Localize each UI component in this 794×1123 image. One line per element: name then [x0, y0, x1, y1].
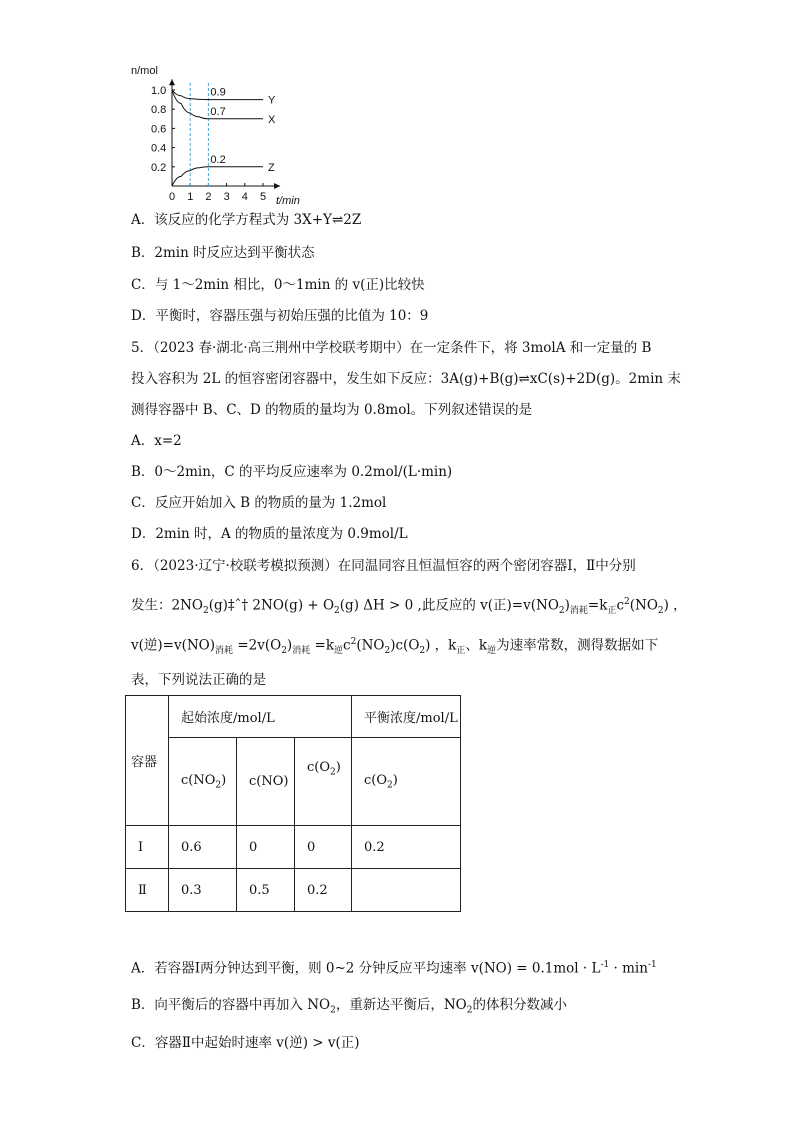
series-name-z: Z — [268, 161, 275, 174]
q6-stem-line2: 发生：$2NO_2(g)\ddagger ˆ\dagger$ $2NO(g) + O_2(g) \Delta H > 0$ ,此反应的 v(正)$=v(NO_2)_{消耗}=k_正c^2(NO_2)$ ， — [131, 597, 687, 617]
q5-option-c: C．反应开始加入 B 的物质的量为 1.2mol — [131, 495, 387, 511]
series-name-x: X — [268, 113, 276, 126]
table-cell: 0.2 — [352, 826, 461, 869]
header-c-o2: $c(O_2)$ — [295, 738, 352, 826]
x-tick-label: 2 — [205, 191, 212, 203]
q5-option-a: A．x=2 — [131, 433, 182, 449]
y-axis-label: n/mol — [131, 65, 158, 77]
x-axis-label: t/min — [276, 195, 300, 207]
data-table — [125, 695, 461, 912]
header-equilibrium: 平衡浓度/mol/L — [352, 696, 461, 738]
y-tick-label: 0.2 — [151, 161, 167, 174]
q5-stem-line1: 5．（2023 春·湖北·高三荆州中学校联考期中）在一定条件下，将 3molA 和一定量的 B — [131, 340, 652, 356]
series-name-y: Y — [268, 94, 276, 107]
header-c-o2-equilibrium: $c(O_2)$ — [352, 738, 461, 826]
series-value-label-x: 0.7 — [210, 105, 226, 118]
table-cell — [352, 869, 461, 912]
table-row — [126, 869, 461, 912]
x-tick-label: 5 — [260, 191, 267, 203]
header-container: 容器 — [126, 696, 169, 826]
table-cell: 0 — [295, 826, 352, 869]
row-label: Ⅰ — [126, 826, 169, 869]
table-cell: 0.3 — [169, 869, 237, 912]
x-tick-label: 1 — [187, 191, 194, 203]
q6-stem-line4: 表，下列说法正确的是 — [131, 672, 266, 688]
row-label: Ⅱ — [126, 869, 169, 912]
q6-option-b: B．向平衡后的容器中再加入 $NO_2$，重新达平衡后，$NO_2$的体积分数减小 — [131, 997, 567, 1016]
q6-option-a: A．若容器Ⅰ两分钟达到平衡，则 0~2 分钟反应平均速率 $v(NO) = 0.1mol \cdot L^{-1} \cdot \min^{-1}$ — [131, 960, 657, 977]
q6-stem-line1: 6．（2023·辽宁·校联考模拟预测）在同温同容且恒温恒容的两个密闭容器Ⅰ，Ⅱ中分别 — [131, 558, 636, 574]
table-cell: 0.2 — [295, 869, 352, 912]
y-tick-label: 1.0 — [151, 85, 167, 97]
table-cell: 0 — [237, 826, 295, 869]
q4-option-d: D．平衡时，容器压强与初始压强的比值为 10：9 — [131, 308, 429, 324]
y-tick-label: 0.4 — [151, 142, 167, 155]
q5-option-b: B．0～2min，C 的平均反应速率为 0.2mol/(L·min) — [131, 464, 453, 480]
q4-option-b: B．2min 时反应达到平衡状态 — [131, 245, 315, 261]
table-cell: 0.6 — [169, 826, 237, 869]
q6-stem-line3: v(逆)$=v(NO)_{消耗} =2v(O_2)_{消耗} =k_逆c^2(NO_2)c(O_2)$ ，$k_正$、$k_逆$为速率常数，测得数据如下 — [131, 637, 659, 657]
q5-option-d: D．2min 时，A 的物质的量浓度为 0.9mol/L — [131, 526, 408, 542]
x-tick-label: 4 — [241, 191, 248, 203]
y-tick-label: 0.6 — [151, 123, 167, 136]
q6-option-c: C．容器Ⅱ中起始时速率 v(逆) > v(正) — [131, 1035, 360, 1051]
x-tick-label: 0 — [169, 191, 176, 203]
header-c-no: c(NO) — [237, 738, 295, 826]
series-value-label-y: 0.9 — [210, 86, 226, 99]
series-line-z — [172, 167, 263, 186]
table-row — [126, 826, 461, 869]
q4-option-c: C．与 1～2min 相比，0～1min 的 v(正)比较快 — [131, 277, 425, 293]
q4-option-a: A．该反应的化学方程式为 3X+Y⇌2Z — [131, 212, 362, 228]
series-value-label-z: 0.2 — [210, 153, 226, 166]
q5-stem-line3: 测得容器中 B、C、D 的物质的量均为 0.8mol。下列叙述错误的是 — [131, 402, 533, 418]
x-tick-label: 3 — [223, 191, 230, 203]
x-axis-arrow — [274, 183, 280, 189]
table-cell: 0.5 — [237, 869, 295, 912]
q5-stem-line2: 投入容积为 2L 的恒容密闭容器中，发生如下反应：3A(g)+B(g)⇌xC(s)+2D(g)。2min 末 — [131, 371, 681, 387]
chart — [128, 58, 300, 207]
header-c-no2: $c(NO_2)$ — [169, 738, 237, 826]
y-axis-arrow — [169, 79, 175, 85]
header-initial: 起始浓度/mol/L — [169, 696, 352, 738]
y-tick-label: 0.8 — [151, 104, 167, 117]
